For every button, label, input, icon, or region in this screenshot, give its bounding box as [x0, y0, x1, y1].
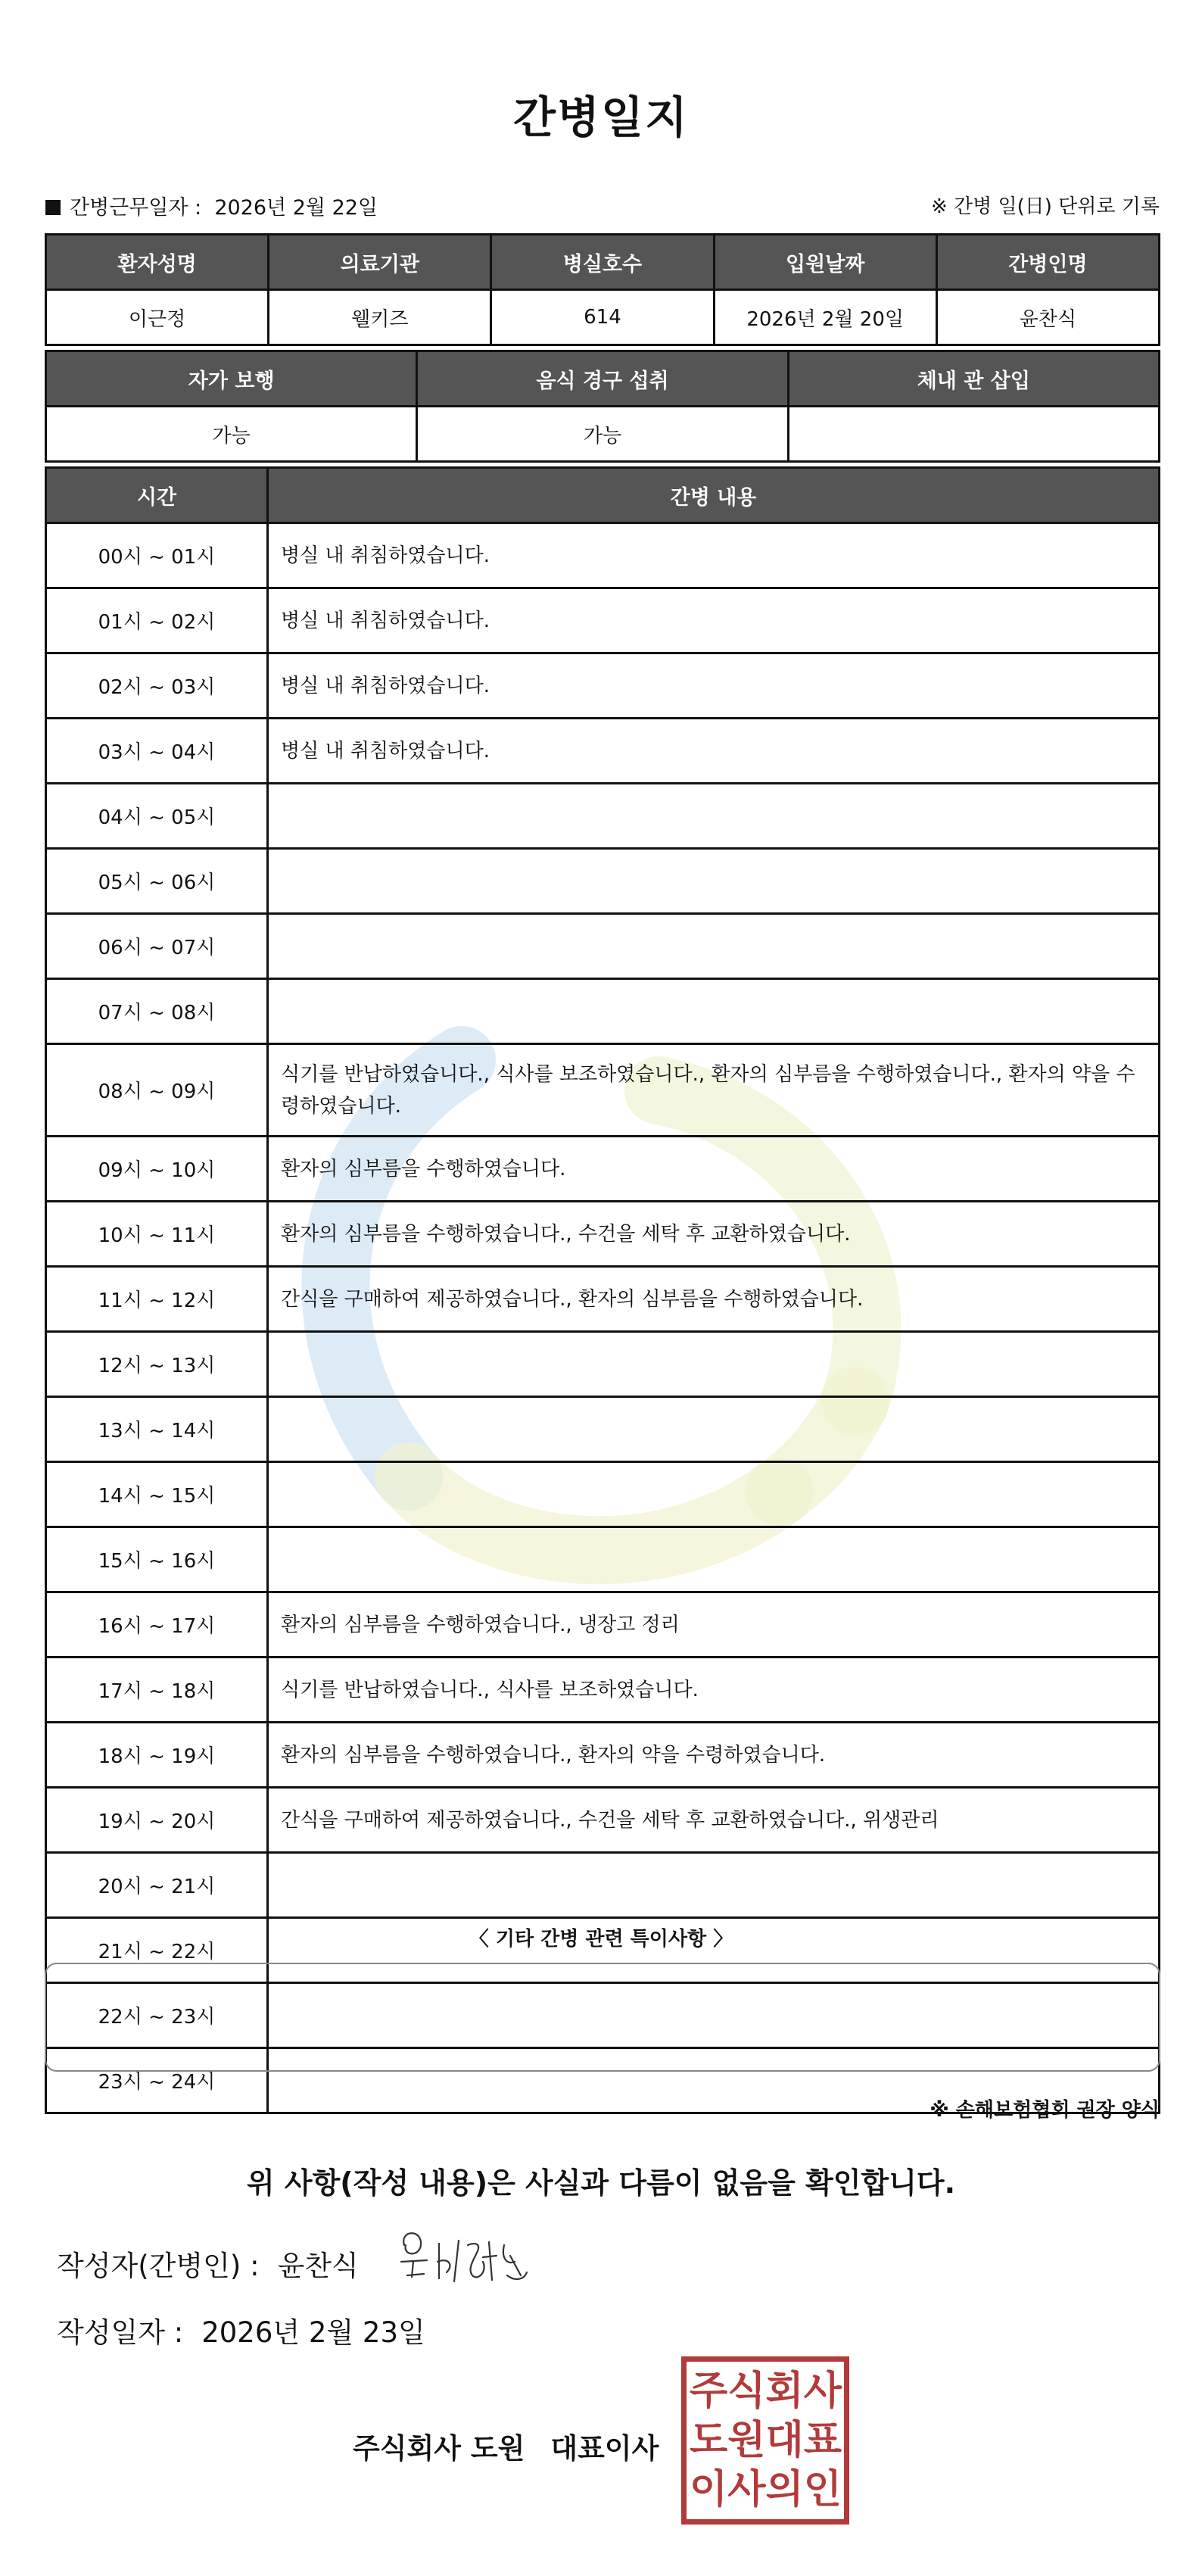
time-slot: 06시 ~ 07시 [46, 914, 268, 979]
stamp-glyph: 회 [765, 2367, 804, 2414]
header-care-content: 간병 내용 [268, 468, 1160, 523]
patient-ability-table [45, 350, 1160, 463]
special-notes-title: 〈 기타 간병 관련 특이사항 〉 [469, 1928, 733, 1951]
header-patient-name: 환자성명 [46, 235, 269, 290]
table-row [46, 849, 1160, 914]
time-slot: 00시 ~ 01시 [46, 523, 268, 588]
care-content: 간식을 구매하여 제공하였습니다., 환자의 심부름을 수행하였습니다. [268, 1267, 1160, 1332]
hospital: 웰키즈 [269, 290, 491, 345]
header-oral-intake: 음식 경구 섭취 [417, 351, 788, 407]
care-content: 환자의 심부름을 수행하였습니다., 수건을 세탁 후 교환하였습니다. [268, 1202, 1160, 1267]
work-date-label: 간병근무일자 : [70, 196, 202, 220]
stamp-glyph: 대 [765, 2416, 804, 2463]
table-row [46, 1202, 1160, 1267]
time-slot: 09시 ~ 10시 [46, 1137, 268, 1202]
stamp-glyph: 표 [803, 2416, 842, 2463]
table-row [46, 1788, 1160, 1853]
time-slot: 23시 ~ 24시 [46, 2048, 268, 2113]
time-slot: 18시 ~ 19시 [46, 1723, 268, 1788]
admission-date: 2026년 2월 20일 [714, 290, 936, 345]
written-date-value: 2026년 2월 23일 [201, 2316, 425, 2349]
care-content: 병실 내 취침하였습니다. [268, 653, 1160, 719]
patient-info-table [45, 233, 1160, 346]
header-tube-insertion: 체내 관 삽입 [788, 351, 1159, 407]
time-slot: 11시 ~ 12시 [46, 1267, 268, 1332]
stamp-glyph: 사 [727, 2466, 766, 2513]
oral-intake: 가능 [417, 407, 788, 462]
stamp-glyph: 사 [803, 2367, 842, 2414]
table-row [46, 1462, 1160, 1527]
header-room-number: 병실호수 [491, 235, 714, 290]
table-row [46, 914, 1160, 979]
time-slot: 17시 ~ 18시 [46, 1658, 268, 1723]
stamp-glyph: 원 [727, 2416, 766, 2463]
care-log-table [45, 466, 1160, 2114]
care-content [268, 979, 1160, 1044]
care-content: 병실 내 취침하였습니다. [268, 719, 1160, 784]
time-slot: 01시 ~ 02시 [46, 588, 268, 653]
care-content: 식기를 반납하였습니다., 식사를 보조하였습니다. [268, 1658, 1160, 1723]
stamp-line [690, 2465, 842, 2515]
time-slot: 13시 ~ 14시 [46, 1397, 268, 1462]
table-row [46, 1592, 1160, 1658]
time-slot: 10시 ~ 11시 [46, 1202, 268, 1267]
stamp-line [690, 2366, 842, 2415]
table-row [46, 1658, 1160, 1723]
work-date-value: 2026년 2월 22일 [214, 196, 378, 220]
table-row [46, 653, 1160, 719]
header-admission-date: 입원날짜 [714, 235, 936, 290]
care-content: 식기를 반납하였습니다., 식사를 보조하였습니다., 환자의 심부름을 수행하였습니다., 환자의 약을 수령하였습니다. [268, 1044, 1160, 1137]
care-content: 병실 내 취침하였습니다. [268, 523, 1160, 588]
table-row [46, 1267, 1160, 1332]
company-seal-stamp [681, 2356, 849, 2525]
written-date-label: 작성일자 : [57, 2316, 184, 2349]
recommendation-note: ※ 손해보험협회 권장 양식 [930, 2099, 1160, 2122]
time-slot: 22시 ~ 23시 [46, 1983, 268, 2048]
square-bullet-icon [45, 200, 61, 215]
time-slot: 03시 ~ 04시 [46, 719, 268, 784]
stamp-glyph: 의 [765, 2466, 804, 2513]
time-slot: 07시 ~ 08시 [46, 979, 268, 1044]
table-row [46, 523, 1160, 588]
table-row [46, 1332, 1160, 1397]
written-date-line [57, 2309, 425, 2350]
tube-insertion [788, 407, 1159, 462]
time-slot: 20시 ~ 21시 [46, 1853, 268, 1918]
stamp-glyph: 인 [803, 2466, 842, 2513]
caregiver-name: 윤찬식 [936, 290, 1159, 345]
header-time: 시간 [46, 468, 268, 523]
self-walking: 가능 [46, 407, 417, 462]
work-date [45, 191, 378, 220]
care-content [268, 1853, 1160, 1918]
care-content [268, 914, 1160, 979]
care-content [268, 1462, 1160, 1527]
room-number: 614 [491, 290, 714, 345]
table-row [46, 1137, 1160, 1202]
record-note: ※ 간병 일(日) 단위로 기록 [930, 195, 1160, 218]
time-slot: 21시 ~ 22시 [46, 1918, 268, 1983]
writer-line [57, 2243, 359, 2284]
time-slot: 08시 ~ 09시 [46, 1044, 268, 1137]
table-row [46, 719, 1160, 784]
table-row [46, 1723, 1160, 1788]
care-content: 환자의 심부름을 수행하였습니다., 환자의 약을 수령하였습니다. [268, 1723, 1160, 1788]
table-row [46, 1397, 1160, 1462]
company-line [353, 2425, 659, 2466]
patient-name: 이근정 [46, 290, 269, 345]
header-hospital: 의료기관 [269, 235, 491, 290]
stamp-glyph: 주 [690, 2367, 728, 2414]
time-slot: 16시 ~ 17시 [46, 1592, 268, 1658]
time-slot: 14시 ~ 15시 [46, 1462, 268, 1527]
care-content: 환자의 심부름을 수행하였습니다. [268, 1137, 1160, 1202]
table-row [46, 1527, 1160, 1592]
care-content: 간식을 구매하여 제공하였습니다., 수건을 세탁 후 교환하였습니다., 위생관리 [268, 1788, 1160, 1853]
time-slot: 02시 ~ 03시 [46, 653, 268, 719]
handwritten-signature [394, 2222, 530, 2291]
stamp-glyph: 식 [727, 2367, 766, 2414]
care-content: 병실 내 취침하였습니다. [268, 588, 1160, 653]
writer-label: 작성자(간병인) : [57, 2250, 260, 2282]
time-slot: 15시 ~ 16시 [46, 1527, 268, 1592]
header-self-walking: 자가 보행 [46, 351, 417, 407]
time-slot: 12시 ~ 13시 [46, 1332, 268, 1397]
table-row [46, 784, 1160, 849]
stamp-line [690, 2415, 842, 2465]
table-row [46, 1853, 1160, 1918]
care-content [268, 784, 1160, 849]
stamp-glyph: 도 [690, 2416, 728, 2463]
care-content [268, 849, 1160, 914]
time-slot: 05시 ~ 06시 [46, 849, 268, 914]
care-content [268, 1527, 1160, 1592]
care-content [268, 1332, 1160, 1397]
special-notes-box [45, 1963, 1160, 2072]
time-slot: 19시 ~ 20시 [46, 1788, 268, 1853]
table-row [46, 979, 1160, 1044]
writer-name: 윤찬식 [277, 2250, 359, 2282]
care-content [268, 1397, 1160, 1462]
care-content: 환자의 심부름을 수행하였습니다., 냉장고 정리 [268, 1592, 1160, 1658]
page-title: 간병일지 [512, 92, 690, 143]
stamp-glyph: 이 [690, 2466, 728, 2513]
company-rep-title: 대표이사 [550, 2432, 659, 2465]
table-row [46, 1044, 1160, 1137]
table-row [46, 588, 1160, 653]
time-slot: 04시 ~ 05시 [46, 784, 268, 849]
confirmation-statement: 위 사항(작성 내용)은 사실과 다름이 없음을 확인합니다. [246, 2166, 956, 2200]
company-name: 주식회사 도원 [353, 2432, 525, 2465]
header-caregiver-name: 간병인명 [936, 235, 1159, 290]
